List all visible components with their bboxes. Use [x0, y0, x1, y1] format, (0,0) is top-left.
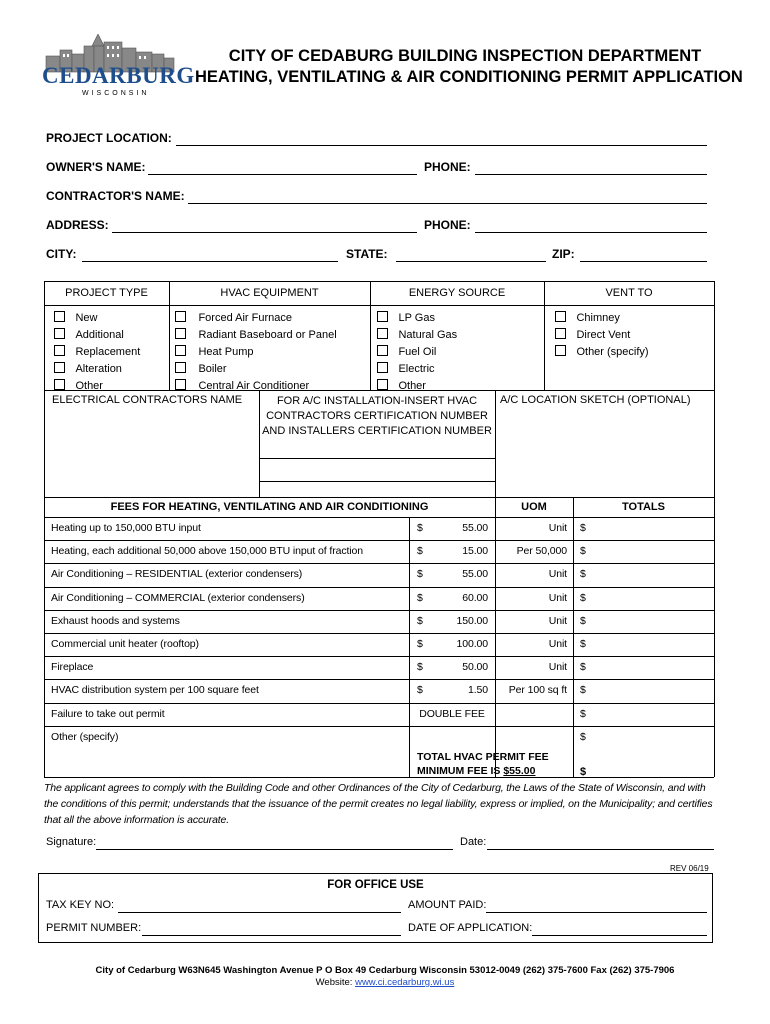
- revision-label: REV 06/19: [670, 864, 709, 873]
- city-label: CITY:: [46, 247, 77, 261]
- owner-phone-input[interactable]: [475, 174, 707, 175]
- checkbox-label: New: [75, 312, 98, 324]
- checkbox-row[interactable]: [54, 342, 140, 359]
- minimum-fee-amount: $55.00: [503, 765, 536, 777]
- title-line-1: CITY OF CEDABURG BUILDING INSPECTION DEPARTMENT: [228, 47, 702, 65]
- checkbox-label: Natural Gas: [398, 329, 458, 341]
- checkbox-row[interactable]: [175, 342, 337, 359]
- fee-total-input[interactable]: $: [580, 545, 586, 558]
- ac-install-line: AND INSTALLERS CERTIFICATION NUMBER: [262, 425, 492, 437]
- fee-description: Heating, each additional 50,000 above 150,000 BTU input of fraction: [51, 545, 364, 558]
- hvac-equipment-header: HVAC EQUIPMENT: [220, 287, 319, 299]
- fee-description: Exhaust hoods and systems: [51, 614, 180, 627]
- permit-number-label: PERMIT NUMBER:: [46, 922, 142, 934]
- project-type-alteration-checkbox[interactable]: [54, 362, 65, 373]
- page-title: [195, 46, 743, 88]
- fee-description: HVAC distribution system per 100 square feet: [51, 684, 259, 697]
- fee-total-input[interactable]: $: [580, 730, 586, 743]
- date-label: Date:: [460, 836, 487, 848]
- row-divider: [44, 726, 714, 727]
- checkbox-row[interactable]: [377, 308, 457, 325]
- fuel-oil-checkbox[interactable]: [377, 345, 388, 356]
- date-input[interactable]: [487, 849, 714, 850]
- totals-header: TOTALS: [622, 501, 665, 513]
- project-type-other-checkbox[interactable]: [54, 379, 65, 390]
- checkbox-row[interactable]: [175, 325, 337, 342]
- chimney-checkbox[interactable]: [555, 311, 566, 322]
- hvac-equipment-list: [175, 308, 337, 393]
- fee-amount: 15.00: [462, 545, 488, 558]
- fee-description: Commercial unit heater (rooftop): [51, 638, 199, 650]
- minimum-fee-prefix: MINIMUM FEE IS: [417, 765, 504, 777]
- fee-uom: Unit: [548, 591, 567, 604]
- contractors-name-label: CONTRACTOR'S NAME:: [46, 189, 185, 203]
- agreement-text: The applicant agrees to comply with the Building Code and other Ordinances of the City of Cedarburg, the Laws of the State of Wisconsin, and with the conditions of this permit; understands that the issuance of the permit creates no legal liability, express or implied, on the Municipality; and certifies that all the above information is accurate.: [44, 782, 713, 826]
- fee-amount: 100.00: [456, 638, 488, 650]
- fee-uom: Per 100 sq ft: [508, 684, 567, 697]
- fee-description: Air Conditioning – COMMERCIAL (exterior condensers): [51, 591, 305, 604]
- total-fee-block: [417, 750, 549, 778]
- checkbox-label: Forced Air Furnace: [198, 312, 292, 324]
- electrical-contractor-label: ELECTRICAL CONTRACTORS NAME: [52, 394, 243, 406]
- fee-total-input[interactable]: $: [580, 591, 586, 604]
- tax-key-input[interactable]: [118, 912, 401, 913]
- permit-number-input[interactable]: [142, 935, 401, 936]
- row-divider: [44, 610, 714, 611]
- fee-total-input[interactable]: $: [580, 661, 586, 674]
- checkbox-row[interactable]: [54, 359, 140, 376]
- row-divider: [44, 679, 714, 680]
- project-type-additional-checkbox[interactable]: [54, 328, 65, 339]
- central-air-checkbox[interactable]: [175, 379, 186, 390]
- vent-to-header: VENT TO: [605, 287, 653, 299]
- boiler-checkbox[interactable]: [175, 362, 186, 373]
- checkbox-row[interactable]: [377, 359, 457, 376]
- office-use-title: FOR OFFICE USE: [327, 879, 424, 891]
- ac-install-line: CONTRACTORS CERTIFICATION NUMBER: [266, 410, 488, 422]
- fee-amount: 50.00: [462, 661, 488, 674]
- ac-installation-label: [259, 394, 495, 439]
- total-fee-label: TOTAL HVAC PERMIT FEE: [417, 751, 549, 763]
- vent-to-list: [555, 308, 649, 359]
- row-divider: [44, 633, 714, 634]
- fee-uom: Unit: [548, 568, 567, 581]
- radiant-baseboard-checkbox[interactable]: [175, 328, 186, 339]
- title-line-2: HEATING, VENTILATING & AIR CONDITIONING PERMIT APPLICATION: [195, 68, 743, 86]
- energy-source-list: [377, 308, 457, 393]
- checkbox-label: Other: [398, 380, 426, 392]
- tax-key-label: TAX KEY NO:: [46, 899, 115, 911]
- energy-other-checkbox[interactable]: [377, 379, 388, 390]
- state-label: STATE:: [346, 247, 388, 261]
- heat-pump-checkbox[interactable]: [175, 345, 186, 356]
- checkbox-label: Boiler: [198, 363, 227, 375]
- fee-description: Other (specify): [51, 730, 119, 743]
- ac-sketch-label: A/C LOCATION SKETCH (OPTIONAL): [500, 394, 691, 406]
- phone-label-1: PHONE:: [424, 160, 471, 174]
- fee-currency: $: [417, 614, 423, 627]
- zip-input[interactable]: [580, 261, 707, 262]
- logo-subtext: WISCONSIN: [82, 90, 150, 97]
- fee-description: Fireplace: [51, 661, 94, 674]
- uom-header: UOM: [521, 501, 547, 513]
- checkbox-row[interactable]: [175, 359, 337, 376]
- fee-amount: 60.00: [462, 591, 488, 604]
- fee-description: Air Conditioning – RESIDENTIAL (exterior condensers): [51, 568, 303, 581]
- row-divider: [44, 703, 714, 704]
- state-input[interactable]: [396, 261, 546, 262]
- fee-uom: Unit: [548, 661, 567, 674]
- lp-gas-checkbox[interactable]: [377, 311, 388, 322]
- signature-input[interactable]: [96, 849, 453, 850]
- checkbox-row[interactable]: [377, 325, 457, 342]
- fee-currency: $: [417, 684, 423, 697]
- fee-total-input[interactable]: $: [580, 638, 586, 650]
- electric-checkbox[interactable]: [377, 362, 388, 373]
- fee-total-input[interactable]: $: [580, 707, 586, 720]
- checkbox-row[interactable]: [54, 376, 140, 393]
- fee-total-input[interactable]: $: [580, 614, 586, 627]
- project-location-input[interactable]: [176, 145, 707, 146]
- checkbox-label: Central Air Conditioner: [198, 380, 310, 392]
- checkbox-label: Heat Pump: [198, 346, 254, 358]
- fee-uom: Unit: [548, 638, 567, 650]
- project-type-replacement-checkbox[interactable]: [54, 345, 65, 356]
- row-divider: [44, 656, 714, 657]
- address-label: ADDRESS:: [46, 218, 109, 232]
- fee-uom: Unit: [548, 614, 567, 627]
- row-divider: [44, 540, 714, 541]
- fee-total-input[interactable]: $: [580, 522, 586, 534]
- energy-source-header: ENERGY SOURCE: [408, 287, 506, 299]
- city-logo: [40, 34, 195, 100]
- checkbox-label: Direct Vent: [576, 329, 631, 341]
- zip-label: ZIP:: [552, 247, 575, 261]
- row-divider: [44, 587, 714, 588]
- fee-currency: $: [417, 638, 423, 650]
- amount-paid-input[interactable]: [486, 912, 707, 913]
- natural-gas-checkbox[interactable]: [377, 328, 388, 339]
- checkbox-label: Other: [75, 380, 103, 392]
- checkbox-row[interactable]: [54, 308, 140, 325]
- checkbox-label: Additional: [75, 329, 124, 341]
- fee-amount: DOUBLE FEE: [419, 707, 485, 720]
- project-type-header: PROJECT TYPE: [65, 287, 148, 299]
- checkbox-label: LP Gas: [398, 312, 435, 324]
- total-fee-value[interactable]: $: [580, 766, 587, 778]
- fee-currency: $: [417, 661, 423, 674]
- checkbox-row[interactable]: [175, 308, 337, 325]
- fee-amount: 55.00: [462, 522, 488, 534]
- ac-install-line: FOR A/C INSTALLATION-INSERT HVAC: [276, 395, 478, 407]
- forced-air-furnace-checkbox[interactable]: [175, 311, 186, 322]
- fee-currency: $: [417, 522, 423, 534]
- owners-name-label: OWNER'S NAME:: [46, 160, 146, 174]
- fee-currency: $: [417, 568, 423, 581]
- checkbox-label: Electric: [398, 363, 435, 375]
- phone-label-2: PHONE:: [424, 218, 471, 232]
- checkbox-label: Chimney: [576, 312, 620, 324]
- fees-header: FEES FOR HEATING, VENTILATING AND AIR CONDITIONING: [110, 501, 429, 513]
- fee-currency: $: [417, 591, 423, 604]
- amount-paid-label: AMOUNT PAID:: [408, 899, 487, 911]
- checkbox-row[interactable]: [377, 376, 457, 393]
- fee-uom: Per 50,000: [516, 545, 567, 558]
- project-type-list: [54, 308, 140, 393]
- project-type-new-checkbox[interactable]: [54, 311, 65, 322]
- row-divider: [44, 563, 714, 564]
- contractor-phone-input[interactable]: [475, 232, 707, 233]
- checkbox-row[interactable]: [555, 325, 649, 342]
- checkbox-label: Alteration: [75, 363, 122, 375]
- fee-amount: 150.00: [456, 614, 488, 627]
- checkbox-label: Other (specify): [576, 346, 649, 358]
- fee-currency: $: [417, 545, 423, 558]
- checkbox-label: Replacement: [75, 346, 141, 358]
- checkbox-row[interactable]: [377, 342, 457, 359]
- project-location-label: PROJECT LOCATION:: [46, 131, 172, 145]
- checkbox-label: Fuel Oil: [398, 346, 437, 358]
- minimum-fee-line: [417, 764, 549, 778]
- date-of-application-label: DATE OF APPLICATION:: [408, 922, 533, 934]
- checkbox-label: Radiant Baseboard or Panel: [198, 329, 337, 341]
- checkbox-row[interactable]: [555, 308, 649, 325]
- date-of-application-input[interactable]: [532, 935, 707, 936]
- fee-uom: Unit: [548, 522, 567, 534]
- direct-vent-checkbox[interactable]: [555, 328, 566, 339]
- city-input[interactable]: [82, 261, 338, 262]
- contractors-name-input[interactable]: [188, 203, 707, 204]
- address-input[interactable]: [112, 232, 417, 233]
- checkbox-row[interactable]: [555, 342, 649, 359]
- website-link[interactable]: www.ci.cedarburg.wi.us: [355, 977, 455, 988]
- owners-name-input[interactable]: [148, 174, 417, 175]
- fee-total-input[interactable]: $: [580, 684, 586, 697]
- vent-other-checkbox[interactable]: [555, 345, 566, 356]
- logo-text: CEDARBURG: [42, 63, 195, 88]
- website-label: Website:: [315, 977, 356, 988]
- fee-amount: 55.00: [462, 568, 488, 581]
- fee-description: Failure to take out permit: [51, 707, 165, 720]
- fee-amount: 1.50: [467, 684, 488, 697]
- signature-label: Signature:: [46, 836, 97, 848]
- fee-total-input[interactable]: $: [580, 568, 586, 581]
- fee-description: Heating up to 150,000 BTU input: [51, 522, 201, 534]
- footer-address: City of Cedarburg W63N645 Washington Avenue P O Box 49 Cedarburg Wisconsin 53012-0049 (262) 375-7600 Fax (262) 375-7906: [95, 965, 675, 976]
- checkbox-row[interactable]: [175, 376, 337, 393]
- checkbox-row[interactable]: [54, 325, 140, 342]
- footer-website: [0, 977, 770, 988]
